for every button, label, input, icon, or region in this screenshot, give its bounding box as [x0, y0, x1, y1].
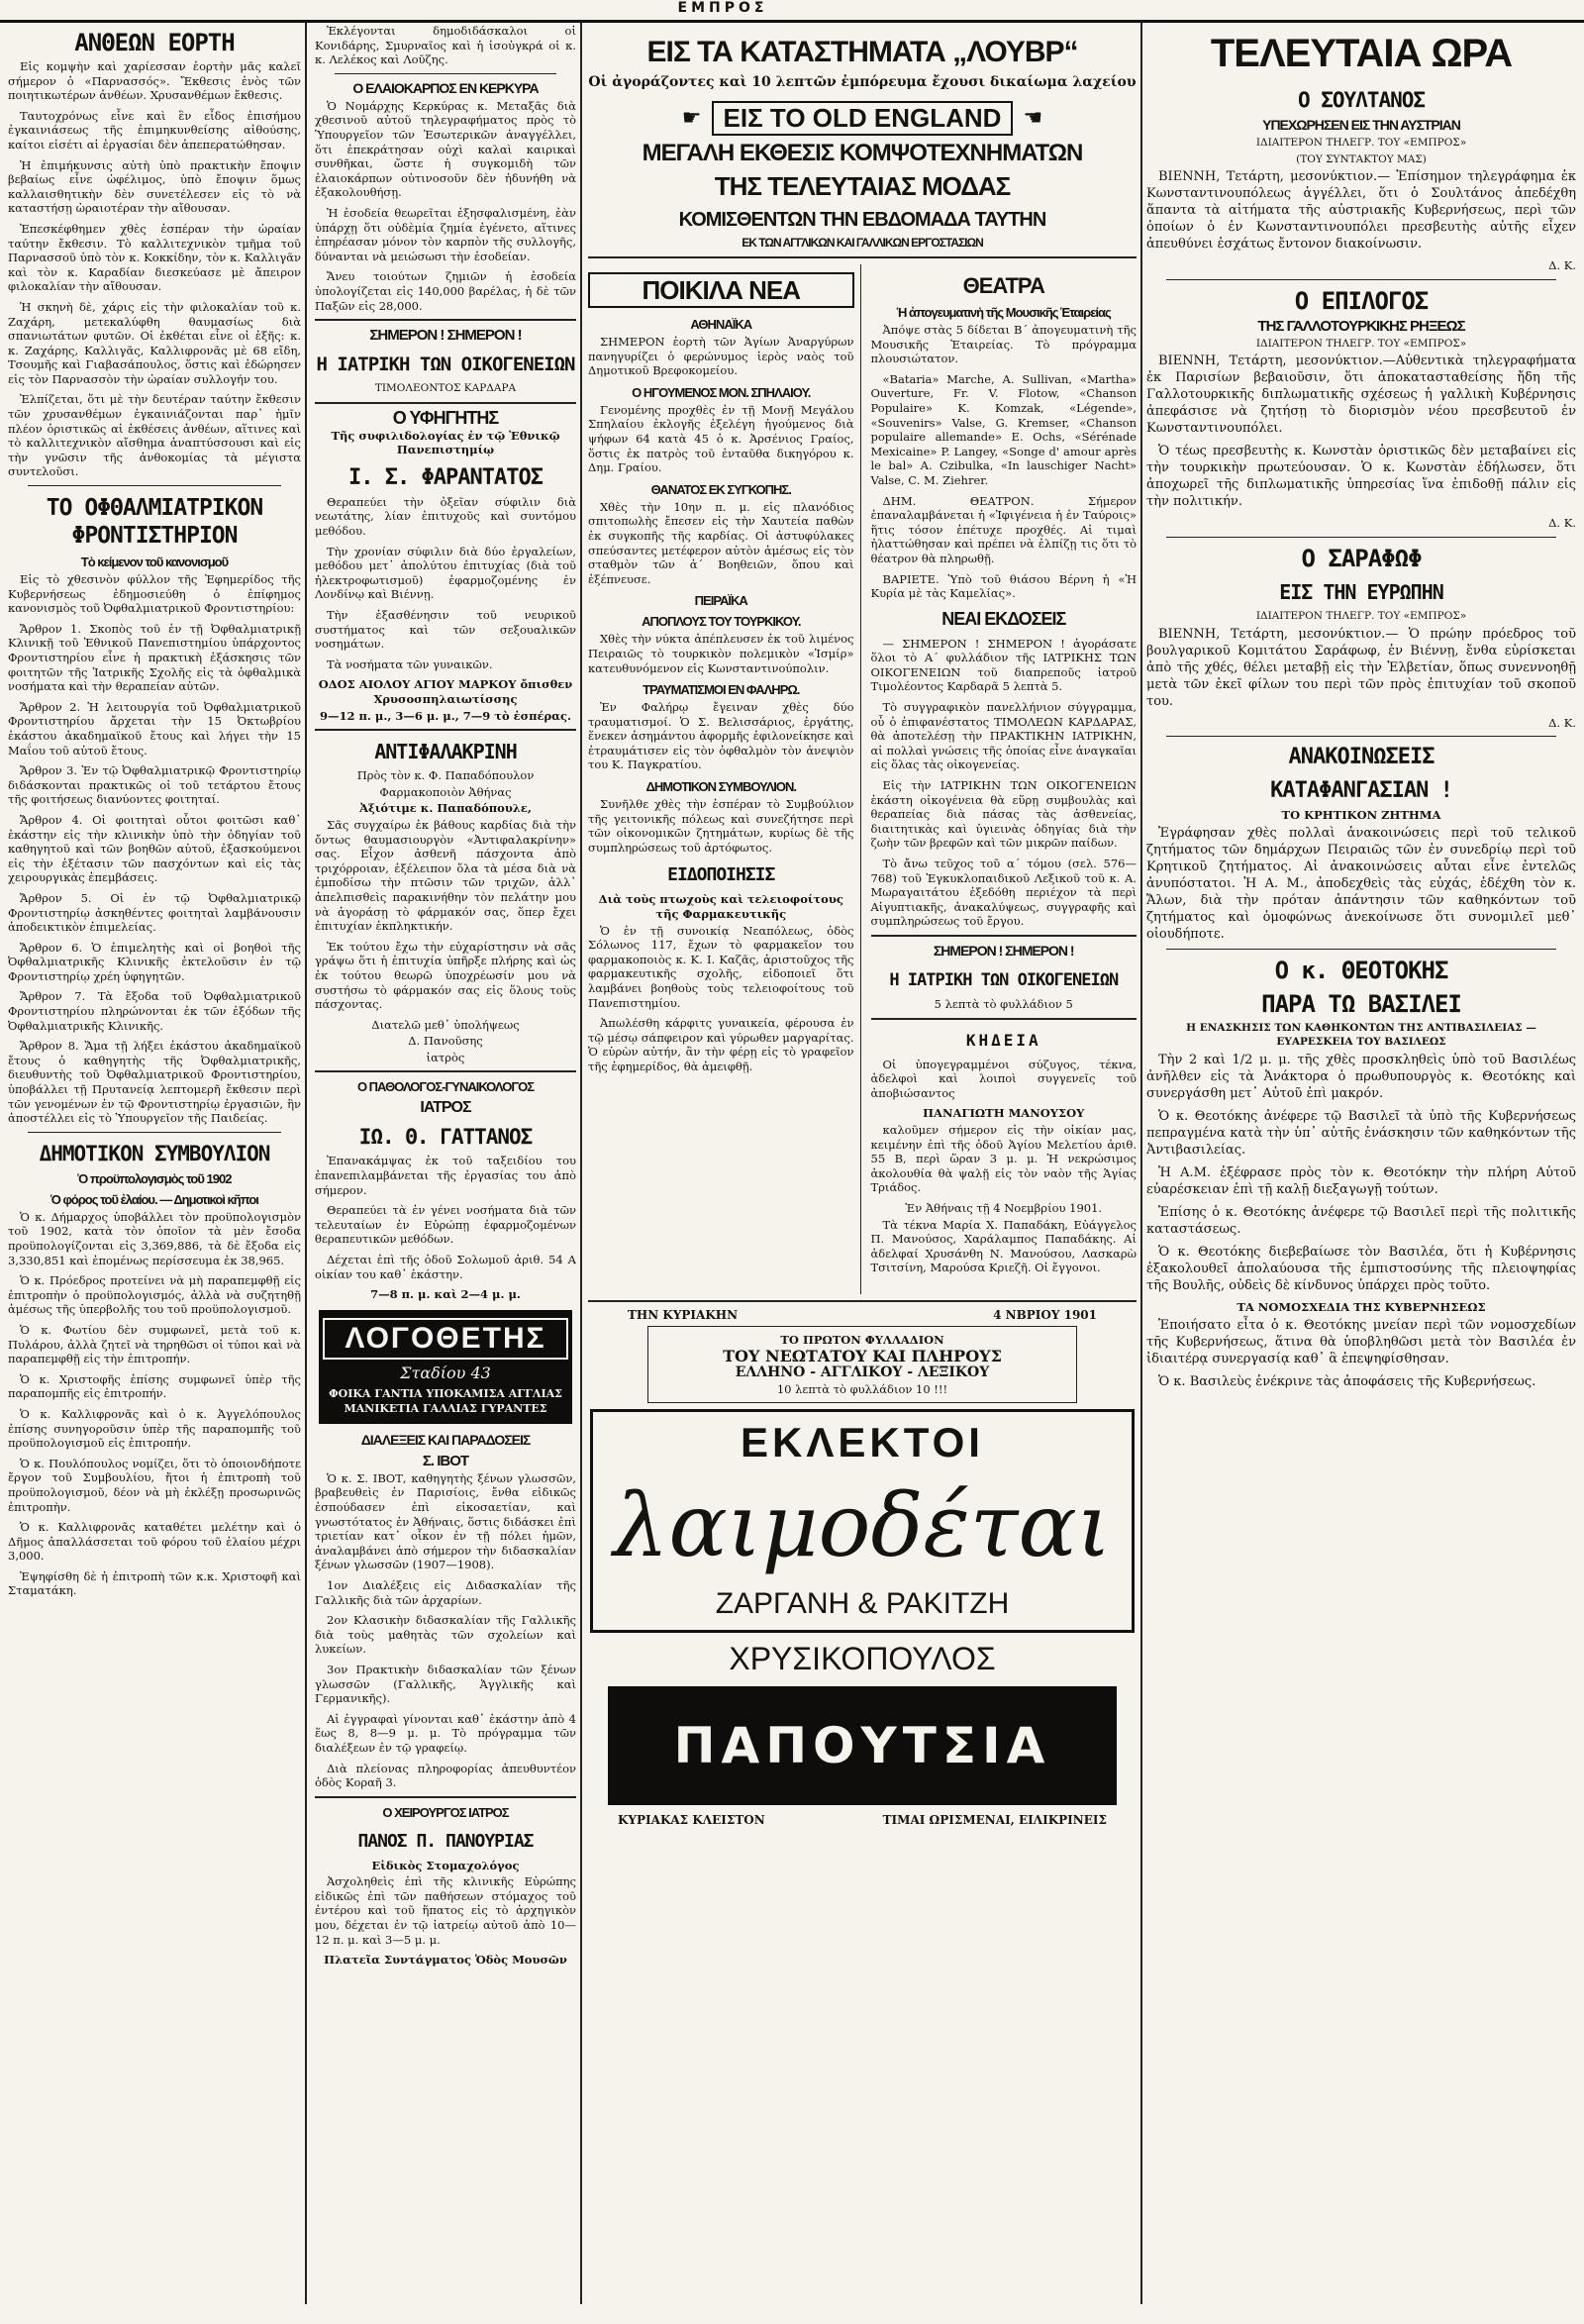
ad-address: Σταδίου 43 — [400, 1363, 491, 1382]
ad-title: ΑΝΤΙΦΑΛΑΚΡΙΝΗ — [374, 740, 517, 764]
funeral-notice-title: ΚΗΔΕΙΑ — [965, 1030, 1041, 1050]
article-municipal-council — [8, 1141, 301, 1598]
divider — [871, 1018, 1138, 1020]
paragraph: Τὰ τέκνα Μαρία Χ. Παπαδάκη, Εὐάγγελος Π. Μανούσος, Χαράλαμπος Παπαδάκης. Αἱ ἀδελφαί Χρυσάνθη Ν. Μανούσου, Λασκαρὼ Τσιτσίνη, Μαρούσα Κριεζῆ. Οἱ ἔγγονοι. — [870, 1217, 1137, 1275]
ad-neckties — [590, 1409, 1135, 1633]
paragraph: Ὁ κ. Θεοτόκης ἀνέφερε τῷ Βασιλεῖ τὰ ὑπὸ τῆς Κυβερνήσεως πεπραγμένα κατὰ τὴν ὑπ᾽ αὐτῆς ἐνάσκησιν τῶν καθηκόντων τῆς Ἀντιβασιλείας. — [1146, 1108, 1576, 1158]
divider — [28, 485, 281, 486]
paragraph: Γενομένης προχθὲς ἐν τῇ Μονῇ Μεγάλου Σπηλαίου ἐκλογῆς ἐξελέγη ἡγούμενος διὰ ψήφων 64 κατὰ 45 ὁ κ. Ἀρσένιος Γραίος, ὅστις ἐκ πατρὸς τοῦ ἐνταῦθα δικηγόρου κ. Δημ. Γραίου. — [588, 402, 854, 475]
paragraph: Ὁ ἐν τῇ συνοικίᾳ Νεαπόλεως, ὁδὸς Σόλωνος 117, ἔχων τὸ φαρμακεῖον του φαρμακοποιὸς κ. Κ. Ι. Καζᾶς, ἀριστοῦχος τῆς φαρμακευτικῆς σχολῆς, εἰδοποιεῖ ὅτι λαμβάνει βοηθοὺς τοὺς τελειοφοίτους τοῦ Πανεπιστημίου. — [588, 923, 854, 1010]
divider — [1166, 949, 1556, 950]
paragraph: Εἰς τὸ χθεσινὸν φύλλον τῆς Ἐφημερίδος τῆς Κυβερνήσεως ἐδημοσιεύθη ὁ ἐπίφημος κανονισμὸς τοῦ Ὀφθαλμιατρικοῦ Φροντιστηρίου: — [8, 572, 301, 616]
paragraph: Ὁ κ. Καλλιφρονᾶς καταθέτει μελέτην καὶ ὁ Δῆμος ἀπαλλάσσεται τοῦ φόρου τοῦ ἐλαίου μέχρι 3,000. — [8, 1520, 301, 1564]
column-rule — [580, 22, 582, 2304]
paragraph: Ἀπόψε στὰς 5 δίδεται Β΄ ἀπογευματινὴ τῆς Μουσικῆς Ἑταιρείας. Τὸ πρόγραμμα πλουσιώτατον. — [870, 323, 1137, 366]
headline: Ο ΕΛΑΙΟΚΑΡΠΟΣ ΕΝ ΚΕΡΚΥΡΑ — [352, 79, 539, 96]
headline: ΤΟ ΟΦΘΑΛΜΙΑΤΡΙΚΟΝ ΦΡΟΝΤΙΣΤΗΡΙΟΝ — [46, 495, 263, 550]
news-headline: ΚΑΤΑΦΑΝΓΑΣΙΑΝ ! — [1270, 778, 1452, 804]
paragraph: Σᾶς συγχαίρω ἐκ βάθους καρδίας διὰ τὴν ὄντως θαυμασιουργὸν «Ἀντιφαλακρίνην» σας. Εἶχον ἀσθενῆ πάσχοντα ἀπὸ τριχόρροιαν, ἐξέλειπον ὅλα τὰ μέσα διὰ νὰ ἐμποδίσω τὴν πτῶσιν τῶν τριχῶν, ἀλλ᾽ ἀπελπισθεὶς παρακινήθην τὸν πελάτην μου νὰ ἀγοράσῃ τὸ φάρμακόν σας, ὅπερ ἔχει ἐπιτυχίαν ἐκπληκτικήν. — [315, 817, 576, 934]
paragraph: Ἐν Φαλήρῳ ἔγειναν χθὲς δύο τραυματισμοί. Ὁ Σ. Βελισσάριος, ἐργάτης, ἕνεκεν ἀσημάντου ἀφορμῆς ἐφιλονείκησε καὶ ἐτραυμάτισεν εἰς τὸν ὀφθαλμὸν τὸν ἀνεψιὸν του Κ. Παγκρατίου. — [588, 700, 854, 772]
news-headline: ΔΗΜΟΤΙΚΟΝ ΣΥΜΒΟΥΛΙΟΝ. — [645, 779, 796, 795]
paragraph: ΒΙΕΝΝΗ, Τετάρτη, μεσονύκτιον.— Ἐπίσημον τηλεγράφημα ἐκ Κωνσταντινουπόλεως ἀγγέλλει, ὅτι ὁ Σουλτάνος ἀπεδέχθη ἅπαντα τὰ αἰτήματα τῆς αὐστριακῆς Κυβερνήσεως, περὶ τῶν ὁποίων ὁ ἐν Κωνσταντινουπόλει πρεσβευτὴς αὐτῆς εἶχεν ἀπευθύνει ἐσχάτως ἔντονον διακοίνωσιν. — [1146, 169, 1576, 253]
paragraph: Ἄρθρον 4. Οἱ φοιτηταὶ οὗτοι φοιτῶσι καθ᾽ ἑκάστην εἰς τὴν κλινικὴν ὑπὸ τὴν ὁδηγίαν τοῦ καθηγητοῦ καὶ τῶν βοηθῶν αὐτοῦ, ἐξασκούμενοι εἰς τὴν ἐξέτασιν τῶν πασχόντων καὶ εἰς τὰς χειρουργικὰς ἐπεμβάσεις. — [8, 812, 301, 885]
subheadline: Ὁ προϋπολογισμὸς τοῦ 1902 — [77, 1170, 232, 1186]
paragraph: Ὁ Νομάρχης Κερκύρας κ. Μεταξᾶς διὰ χθεσινοῦ αὐτοῦ τηλεγραφήματος πρὸς τὸ Ὑπουργεῖον τῶν Ἐσωτερικῶν ἀναγγέλλει, ὅτι ἐπεκράτησαν οὐχὶ καλαὶ καιρικαὶ συνθῆκαι, ὥστε ἡ συγκομιδὴ τῶν ἐλαιοκάρπων οὐτινοσοῦν δὲν ἠδυνήθη νὰ ἐξακολουθήσῃ. — [315, 98, 576, 200]
ad-hours: 9—12 π. μ., 3—6 μ. μ., 7—9 τὸ ἑσπέρας. — [319, 708, 572, 723]
dateline — [588, 1308, 1137, 1322]
ad-footer-right: ΤΙΜΑΙ ΩΡΙΣΜΕΝΑΙ, ΕΙΛΙΚΡΙΝΕΙΣ — [882, 1813, 1107, 1828]
divider — [588, 256, 1137, 258]
banner-subtitle: ΕΚ ΤΩΝ ΑΓΓΛΙΚΩΝ ΚΑΙ ΓΑΛΛΙΚΩΝ ΕΡΓΟΣΤΑΣΙΩΝ — [742, 236, 983, 250]
paragraph: Ταυτοχρόνως εἶνε καὶ ἓν εἶδος ἐπισήμου ἐγκαινιάσεως τῆς ἐπιμηκυνθείσης αἰθούσης, καίτοι εἰσέτι αἱ ἐργασίαι δὲν ἀπεπερατώθησαν. — [8, 108, 301, 152]
news-columns — [588, 264, 1137, 1294]
divider — [335, 73, 556, 74]
paragraph: Δέχεται ἐπὶ τῆς ὁδοῦ Σολωμοῦ ἀριθ. 54 Α οἰκίαν του καθ᾽ ἑκάστην. — [315, 1253, 576, 1281]
paragraph: Χθὲς τὴν νύκτα ἀπέπλευσεν ἐκ τοῦ λιμένος Πειραιῶς τὸ τουρκικὸν πολεμικὸν «Ἰσμίρ» κατευθυνόμενον εἰς Κωνσταντινούπολιν. — [588, 632, 854, 675]
paragraph: Ἡ σκηνὴ δὲ, χάρις εἰς τὴν φιλοκαλίαν τοῦ κ. Ζαχάρη, μετεκαλύφθη θαυμασίως διὰ σπανιωτάτων φυτῶν. Οἱ ἐκθέται εἶνε οἱ ἑξῆς: κ. κ. Ζαχάρης, Καλλιγᾶς, Καλλιφρονᾶς μὲ 68 εἴδη, Τσουμῆς καὶ Γιαβασάπουλος, ὅστις καὶ ἐδώρησεν εἰς τὸν Παρνασσὸν τὴν ὡραίαν συλλογήν του. — [8, 299, 301, 386]
paragraph: Ἡ ἐσοδεία θεωρεῖται ἐξησφαλισμένη, ἐὰν ὑπάρχῃ ὅτι οὐδὲμία ζημία ἐγένετο, αἵτινες ἐπηρέασαν μόνον τὸν καρπὸν τῆς συλλογῆς, δύνανται νὰ μειώσωσι τὴν ἐσοδείαν. — [315, 205, 576, 263]
news-headline: Ο ΣΟΥΛΤΑΝΟΣ — [1297, 88, 1426, 112]
signature: Διατελῶ μεθ᾽ ὑπολήψεως — [371, 1017, 520, 1032]
ad-louvre-banner — [588, 36, 1137, 91]
ad-address: Πλατεῖα Συντάγματος Ὁδὸς Μουσῶν — [324, 1953, 567, 1968]
news-headline: Ο ΗΓΟΥΜΕΝΟΣ ΜΟΝ. ΣΠΗΛΑΙΟΥ. — [632, 384, 811, 400]
column-2 — [315, 22, 576, 2304]
news-subheadline: ΥΠΕΧΩΡΗΣΕΝ ΕΙΣ ΤΗΝ ΑΥΣΤΡΙΑΝ — [1262, 117, 1460, 133]
ad-shoes-footer — [588, 1813, 1137, 1827]
article-olive-harvest — [315, 80, 576, 313]
ad-hours: 7—8 π. μ. καὶ 2—4 μ. μ. — [370, 1287, 521, 1302]
ad-title: Ι. Σ. ΦΑΡΑΝΤΑΤΟΣ — [348, 464, 543, 490]
paragraph: Ἐκλέγονται δημοδιδάσκαλοι οἱ Κονιδάρης, Σμυρναῖος καὶ ἡ ἰσοὐγκρά οἱ κ. κ. Λελέκος καὶ Λοῦζης. — [315, 24, 576, 67]
banner-title: ΕΙΣ ΤΟ OLD ENGLAND — [712, 101, 1014, 136]
paragraph: Τὴν ἐξασθένησιν τοῦ νευρικοῦ συστήματος καὶ τῶν σεξουαλικῶν νοσημάτων. — [315, 608, 576, 652]
paragraph: Τὰ νοσήματα τῶν γυναικῶν. — [327, 657, 493, 671]
ad-title: ΠΑΝΟΣ Π. ΠΑΝΟΥΡΙΑΣ — [357, 1830, 534, 1852]
paragraph: Ὁ κ. Πρόεδρος προτείνει νὰ μὴ παραπεμφθῇ εἰς ἐπιτροπὴν ὁ προϋπολογισμός, ἀλλὰ νὰ συζητηθῇ ἀμέσως τῆς ὑπερβολῆς του τοῦ προϋπολογισμοῦ. — [8, 1273, 301, 1317]
paragraph: Ὁ κ. Θεοτόκης διεβεβαίωσε τὸν Βασιλέα, ὅτι ἡ Κυβέρνησις ἐξακολουθεῖ ἀπολαύουσα τῆς ἐμπιστοσύνης τῆς πλειοψηφίας τῆς Βουλῆς, οὐδεὶς δὲ κίνδυνος ὑπάρχει πρὸς τοῦτο. — [1146, 1244, 1576, 1293]
news-left — [588, 264, 861, 1294]
ad-panourias — [315, 1804, 576, 1968]
ad-line: Πρὸς τὸν κ. Φ. Παπαδόπουλον — [356, 768, 535, 783]
article-flower-festival — [8, 30, 301, 479]
ad-shoe-store-name: ΧΡΥΣΙΚΟΠΟΥΛΟΣ — [729, 1641, 996, 1677]
news-headline: ΕΙΔΟΠΟΙΗΣΙΣ — [667, 864, 775, 886]
divider — [871, 935, 1138, 937]
section-title: ΘΕΑΤΡΑ — [962, 273, 1044, 298]
paragraph: καλοῦμεν σήμερον εἰς τὴν οἰκίαν μας, κειμένην ἐπὶ τῆς ὁδοῦ Ἁγίου Μελετίου ἀριθ. 55 Β, περὶ ὥραν 3 μ. μ. Ἡ νεκρώσιμος ἀκολουθία θὰ ψαλῇ εἰς τὸν ναὸν τῆς Ἁγίας Τριάδος. — [870, 1122, 1137, 1195]
banner-title: ΜΕΓΑΛΗ ΕΚΘΕΣΙΣ ΚΟΜΨΟΤΕΧΝΗΜΑΤΩΝ — [642, 140, 1083, 166]
divider — [315, 402, 576, 404]
section-subtitle: ΑΘΗΝΑΪΚΑ — [690, 317, 752, 332]
ad-subtitle: ΙΑΤΡΟΣ — [420, 1099, 471, 1117]
ad-line: ΕΛΛΗΝΟ - ΑΓΓΛΙΚΟΥ - ΛΕΞΙΚΟΥ — [735, 1364, 990, 1381]
ad-line: 10 λεπτὰ τὸ φυλλάδιον 10 !!! — [776, 1381, 948, 1396]
paragraph: Τὴν χρονίαν σύφιλιν διὰ δύο ἐργαλείων, μεθόδου μετ᾽ ἀπολύτου ἐπιτυχίας (διὰ τοῦ ἠλεκτροφωτισμοῦ) ἐφαρμοζομένης ἐν Λονδίνῳ καὶ Βιέννῃ. — [315, 544, 576, 602]
dateline-day: ΤΗΝ ΚΥΡΙΑΚΗΝ — [628, 1308, 739, 1322]
column-4 — [1146, 22, 1576, 2304]
paragraph: Ἐπανακάμψας ἐκ τοῦ ταξειδίου του ἐπανεπιλαμβάνεται τῆς ἐργασίας του ἀπὸ σήμερον. — [315, 1154, 576, 1197]
section-subtitle: ΠΕΙΡΑΪΚΑ — [694, 593, 747, 609]
subheadline: Τὸ κείμενον τοῦ κανονισμοῦ — [80, 555, 229, 570]
section-title: ΠΟΙΚΙΛΑ ΝΕΑ — [588, 272, 854, 308]
ad-footer-left: ΚΥΡΙΑΚΑΣ ΚΛΕΙΣΤΟΝ — [618, 1813, 765, 1828]
paragraph: Θεραπεύει τὴν ὀξεῖαν σύφιλιν διὰ νεωτάτης, λίαν ἐπιτυχοῦς καὶ συντόμου μεθόδου. — [315, 494, 576, 539]
ad-kicker: ΣΗΜΕΡΟΝ ! ΣΗΜΕΡΟΝ ! — [933, 942, 1074, 959]
paragraph: Ἄρθρον 5. Οἱ ἐν τῷ Ὀφθαλμιατρικῷ Φροντιστηρίῳ ἀσκηθέντες φοιτηταὶ λαμβάνουσιν ἀποδεικτικὸν ἐπιμελείας. — [8, 890, 301, 935]
column-1 — [8, 22, 301, 2304]
paragraph: Ὁ κ. Πουλόπουλος νομίζει, ὅτι τὸ ὁποιονδήποτε ἔργον τοῦ Συμβουλίου, ἤτοι ἡ ἐπιτροπὴ τοῦ προϋπολογισμοῦ, δέον νὰ μὴ ἐκλέξῃ προσωρινῶς ἐπιτροπὴν. — [8, 1456, 301, 1514]
banner-title: ΕΙΣ ΤΑ ΚΑΤΑΣΤΗΜΑΤΑ „ΛΟΥΒΡ“ — [646, 36, 1078, 68]
paragraph: Ἐψηφίσθη δὲ ἡ ἐπιτροπὴ τῶν κ.κ. Χριστοφῆ καὶ Σταματάκη. — [8, 1568, 301, 1598]
divider — [315, 1796, 576, 1798]
divider — [1166, 279, 1556, 280]
ad-line: ΤΟΥ ΝΕΩΤΑΤΟΥ ΚΑΙ ΠΛΗΡΟΥΣ — [723, 1346, 1002, 1365]
paragraph: Χθὲς τὴν 10ην π. μ. εἰς πλανόδιος σπιτοπωλὴς ἔπεσεν εἰς τὴν Χαυτεία παθὼν ἐκ συγκοπῆς τῆς καρδίας. Οἱ ἀστυφύλακες σπεύσαντες μετέφερον αὐτὸν ἀμέσως εἰς τὸν σταθμὸν τῶν ἀ΄ Βοηθειῶν, ὅπου καὶ ἐξέπνευσε. — [588, 499, 854, 586]
ad-title: λαιμοδέται — [613, 1474, 1112, 1577]
ad-line: ΤΟ ΠΡΩΤΟΝ ΦΥΛΛΑΔΙΟΝ — [780, 1333, 944, 1347]
news-subheadline: ΕΙΣ ΤΗΝ ΕΥΡΩΠΗΝ — [1279, 579, 1443, 604]
divider — [28, 1132, 281, 1133]
ad-logo: ΛΟΓΟΘΕΤΗΣ — [323, 1318, 568, 1360]
paragraph: Εἰς τὴν ΙΑΤΡΙΚΗΝ ΤΩΝ ΟΙΚΟΓΕΝΕΙΩΝ ἑκάστη οἰκογένεια θὰ εὕρῃ συμβουλὰς καὶ θεραπείας διὰ πάσας τὰς ἀσθενείας, διαιτητικὰς καὶ ὑγιεινὰς ὁδηγίας διὰ τὴν ζωὴν τῶν βρεφῶν καὶ τῶν μικρῶν παίδων. — [870, 778, 1137, 851]
paragraph: Ἄρθρον 2. Ἡ λειτουργία τοῦ Ὀφθαλμιατρικοῦ Φροντιστηρίου ἄρχεται τὴν 15 Ὀκτωβρίου ἑκάστου ἀκαδημαϊκοῦ ἔτους καὶ λήγει τὴν 15 Μαΐου τοῦ αὐτοῦ ἔτους. — [8, 699, 301, 758]
ad-title: Η ΙΑΤΡΙΚΗ ΤΩΝ ΟΙΚΟΓΕΝΕΙΩΝ — [316, 354, 575, 376]
news-source: ΙΔΙΑΙΤΕΡΟΝ ΤΗΛΕΓΡ. ΤΟΥ «ΕΜΠΡΟΣ» — [1255, 337, 1467, 350]
signature: Δ. Κ. — [1548, 516, 1576, 531]
ad-subtitle: 5 λεπτὰ τὸ φυλλάδιον 5 — [934, 996, 1073, 1011]
paragraph: Ὁ κ. Σ. ΙΒΟΤ, καθηγητὴς ξένων γλωσσῶν, βραβευθεὶς ἐν Παρισίοις, ἔνθα εἰδικῶς ἐσπούδασεν ἐπὶ εἰκοσαετίαν, καὶ γνωστότατος ἐν Ἀθήναις, ὅστις διδάσκει ἐπὶ τριετίαν κατ᾽ οἶκον ἐν τῇ πόλει ἡμῶν, ἀναλαμβάνει ἀπὸ σήμερον τὴν διδασκαλίαν ξένων γλωσσῶν (1907—1908). — [315, 1470, 576, 1572]
paragraph: Ἐλπίζεται, ὅτι μὲ τὴν δευτέραν ταύτην ἔκθεσιν τῶν χρυσανθέμων ἐγκαινιάζονται παρ᾽ ἡμῖν πλέον ὁριστικῶς αἱ ἐκθέσεις ἀνθέων, αἵτινες καὶ τὸ καλλιτεχνικὸν αἴσθημα ἀναπτύσσουσι καὶ εἰς τὴν γνῶσιν τῆς ἀνθοκομίας τὰ μέγιστα συντελοῦσι. — [8, 392, 301, 479]
paragraph: 3ον Πρακτικὴν διδασκαλίαν τῶν ξένων γλωσσῶν (Γαλλικῆς, Ἀγγλικῆς καὶ Γερμανικῆς). — [315, 1662, 576, 1706]
divider — [1166, 736, 1556, 737]
paragraph: Ὁ κ. Βασιλεὺς ἐνέκρινε τὰς ἀποφάσεις τῆς Κυβερνήσεως. — [1158, 1373, 1536, 1389]
dateline-date: 4 ΝΒΡΙΟΥ 1901 — [993, 1308, 1097, 1322]
headline: ΑΝΘΕΩΝ ΕΟΡΤΗ — [74, 29, 235, 56]
paragraph: Ὁ κ. Δήμαρχος ὑποβάλλει τὸν προϋπολογισμὸν τοῦ 1902, κατὰ τὸν ὁποῖον τὰ μὲν ἔσοδα προϋπολογίζονται εἰς 3,369,886, τὰ δὲ ἔξοδα εἰς 3,330,851 καὶ ἐπομένως περίσσευμα ἐκ 38,965. — [8, 1209, 301, 1267]
subheadline: Ὁ φόρος τοῦ ἐλαίου. — Δημοτικοὶ κῆποι — [50, 1191, 258, 1207]
signature: Δ. Πανοῦσης — [408, 1034, 483, 1049]
paragraph: Ἡ ἐπιμήκυνσις αὐτὴ ὑπὸ πρακτικὴν ἔποψιν βεβαίως εἶνε ὠφέλιμος, ὑπὸ ἔποψιν ὅμως καλλαισθητικὴν δὲν συνετέλεσεν εἰς τὸ νὰ καταστήσῃ ὡραιοτέραν τὴν αἴθουσαν. — [8, 157, 301, 216]
ad-family-medicine — [315, 327, 576, 396]
ad-kicker: ΕΚΛΕΚΤΟΙ — [741, 1419, 984, 1466]
news-headline: Ἡ ἀπογευματινὴ τῆς Μουσικῆς Ἑταιρείας — [896, 305, 1111, 320]
paragraph: «Bataria» Marche, A. Sullivan, «Martha» Ouverture, Fr. V. Flotow, «Chanson Populaire» K. Komzak, «Légende», «Souvenirs» Valse, G. Kremser, «Chanson populaire allemande» E. Ochs, «Sérénade Mexicaine» P. Langey, «Songe d' amour après le bal» A. Czibulka, «In lauschiger Nacht» Valse, C. M. Ziehrer. — [870, 371, 1137, 487]
paragraph: Θεραπεύει τὰ ἐν γένει νοσήματα διὰ τῶν τελευταίων ἐν Εὐρώπῃ ἐφαρμοζομένων θεραπευτικῶν μεθόδων. — [315, 1203, 576, 1247]
pointing-hand-right-icon: ☛ — [681, 106, 702, 131]
paragraph: ΔΗΜ. ΘΕΑΤΡΟΝ. Σήμερον ἐπαναλαμβάνεται ἡ «Ἰφιγένεια ἡ ἐν Ταύροις» ἥτις τόσον ἐπέτυχε προχθές. Αἱ τιμαὶ ἠλαττώθησαν καὶ πρέπει νὰ ἐλπίζῃ τις ὅτι τὸ θέατρον θὰ πληρωθῇ. — [870, 493, 1137, 565]
news-subheadline: ΤΟ ΚΡΗΤΙΚΟΝ ΖΗΤΗΜΑ — [1281, 808, 1441, 823]
article-ophthalmology — [8, 494, 301, 1126]
paragraph: Ἀπωλέσθη κάρφιτς γυναικεία, φέρουσα ἐν τῷ μέσῳ σάπφειρον καὶ γύρωθεν μαργαρίτας. Ὁ εὑρὼν αὐτήν, ἂν τὴν φέρῃ εἰς τὸ γραφεῖον τῆς ἐφημερίδος, θὰ ἀμειφθῇ. — [588, 1016, 854, 1073]
news-epilogue — [1146, 288, 1576, 531]
ad-kicker: Ο ΧΕΙΡΟΥΡΓΟΣ ΙΑΤΡΟΣ — [382, 1804, 509, 1820]
news-headline: ΤΡΑΥΜΑΤΙΣΜΟΙ ΕΝ ΦΑΛΗΡΩ. — [643, 682, 800, 698]
ad-shoes-logo: ΠΑΠΟΥΤΣΙΑ — [608, 1686, 1117, 1805]
news-theotokis — [1146, 958, 1576, 1390]
signature: Δ. Κ. — [1548, 715, 1576, 730]
ad-items: ΦΟΙΚΑ ΓΑΝΤΙΑ ΥΠΟΚΑΜΙΣΑ ΑΓΓΛΙΑΣ ΜΑΝΙΚΕΤΙΑ ΓΑΛΛΙΑΣ ΓΥΡΑΝΤΕΣ — [329, 1386, 562, 1415]
pointing-hand-left-icon: ☚ — [1023, 106, 1043, 131]
ad-kicker: ΣΗΜΕΡΟΝ ! ΣΗΜΕΡΟΝ ! — [369, 327, 522, 345]
news-subheadline: Η ΕΝΑΣΚΗΣΙΣ ΤΩΝ ΚΑΘΗΚΟΝΤΩΝ ΤΗΣ ΑΝΤΙΒΑΣΙΛΕΙΑΣ — ΕΥΑΡΕΣΚΕΙΑ ΤΟΥ ΒΑΣΙΛΕΩΣ — [1186, 1021, 1536, 1049]
ad-line: Ἀξιότιμε κ. Παπαδόπουλε, — [359, 801, 532, 816]
paragraph: Ἐπεσκέφθημεν χθὲς ἑσπέραν τὴν ὡραίαν ταύτην ἔκθεσιν. Τὸ καλλιτεχνικὸν τμῆμα τοῦ Παρνασσοῦ ὑπὸ τὸν κ. Κοκκίδην, τὸν κ. Καλλιγᾶν καὶ τὸν κ. Καραδίαν διεσκεύασε μὲ ἄπειρον φιλοκαλίαν τὴν αἴθουσαν. — [8, 221, 301, 294]
paragraph: Ἄρθρον 1. Σκοπὸς τοῦ ἐν τῇ Ὀφθαλμιατρικῇ Κλινικῇ τοῦ Ἐθνικοῦ Πανεπιστημίου ὑπάρχοντος Φροντιστηρίου εἶνε ἡ πρακτικὴ ἐξάσκησις τῶν φοιτητῶν τῆς Ἰατρικῆς Σχολῆς εἰς τὰ ὀφθαλμικὰ νοσήματα καὶ τὴν θεραπείαν αὐτῶν. — [8, 621, 301, 694]
paragraph: 2ον Κλασικὴν διδασκαλίαν τῆς Γαλλικῆς διὰ τοὺς μαθητὰς τῶν σχολείων καὶ λυκείων. — [315, 1613, 576, 1657]
paragraph: Ἀσχοληθεὶς ἐπὶ τῆς κλινικῆς Εὐρώπης εἰδικῶς ἐπὶ τῶν παθήσεων στόμαχος τοῦ ἐντέρου καὶ τοῦ ἥπατος εἰς τὸ ἀρχηγικὸν μου, δέχεται ἐν τῷ ἰατρείῳ αὐτοῦ ἀπὸ 10—12 π. μ. καὶ 3—5 μ. μ. — [315, 1874, 576, 1947]
divider — [588, 1300, 1137, 1302]
notice-date: Ἐν Ἀθήναις τῇ 4 Νοεμβρίου 1901. — [905, 1200, 1103, 1215]
paragraph: Ἄρθρον 7. Τὰ ἔξοδα τοῦ Ὀφθαλμιατρικοῦ Φροντιστηρίου πληρώνονται ἐκ τῶν ἐξόδων τῆς Ὀφθαλμιατρικῆς Κλινικῆς. — [8, 989, 301, 1033]
paragraph: Τὴν 2 καὶ 1/2 μ. μ. τῆς χθὲς προσκληθεὶς ὑπὸ τοῦ Βασιλέως ἀνῆλθεν εἰς τὰ Ἀνάκτορα ὁ πρωθυπουργὸς κ. Θεοτόκης καὶ συνεργάσθη μετ᾽ Αὐτοῦ ἐπὶ μακρόν. — [1146, 1052, 1576, 1101]
news-source: ΙΔΙΑΙΤΕΡΟΝ ΤΗΛΕΓΡ. ΤΟΥ «ΕΜΠΡΟΣ» — [1255, 137, 1467, 149]
paragraph: Ὁ κ. Καλλιφρονᾶς καὶ ὁ κ. Ἀγγελόπουλος ἐπίσης συνηγοροῦσιν ὑπὲρ τῆς παραπομπῆς τοῦ προϋπολογισμοῦ εἰς ἐπιτροπήν. — [8, 1406, 301, 1451]
column-3 — [588, 22, 1137, 2304]
ad-subtitle: ΤΙΜΟΛΕΟΝΤΟΣ ΚΑΡΔΑΡΑ — [374, 382, 517, 395]
paragraph: Ἐποιήσατο εἶτα ὁ κ. Θεοτόκης μνείαν περὶ τῶν νομοσχεδίων τῆς Κυβερνήσεως, ἅτινα θὰ ὑποβληθῶσι μετὰ τὸν Βασιλέα ἐν ἰδιαιτέρᾳ συνεργασίᾳ καθ᾽ ἃ ἐπεψηφίσθησαν. — [1146, 1317, 1576, 1366]
masthead: ΕΜΠΡΟΣ — [677, 0, 768, 16]
ad-kicker: Ο ΠΑΘΟΛΟΓΟΣ-ΓΥΝΑΙΚΟΛΟΓΟΣ — [356, 1079, 535, 1095]
paragraph: ΒΙΕΝΝΗ, Τετάρτη, μεσονύκτιον.— Ὁ πρώην πρόεδρος τοῦ βουλγαρικοῦ Κομιτάτου Σαράφωφ, ἐν Βιέννῃ, ἔνθα εὑρίσκεται ἀπὸ τῆς χθές, θέλει μεταβῇ εἰς τὴν Ἐλβετίαν, ὅπως συνεννοηθῇ μετὰ τῶν ἐκεῖ φίλων του περὶ τῶν πρὸς ἐπιτυχίαν τοῦ σκοποῦ του. — [1146, 626, 1576, 709]
paragraph: ΣΗΜΕΡΟΝ ἑορτὴ τῶν Ἁγίων Ἀναργύρων πανηγυρίζει ὁ φερώνυμος ἱερὸς ναὸς τοῦ Δημοτικοῦ Βρεφοκομείου. — [588, 335, 854, 378]
news-subheadline: Διὰ τοὺς πτωχοὺς καὶ τελειοφοίτους τῆς Φαρμακευτικῆς — [598, 892, 843, 922]
ad-title: Η ΙΑΤΡΙΚΗ ΤΩΝ ΟΙΚΟΓΕΝΕΙΩΝ — [889, 969, 1119, 990]
paragraph: 1ον Διαλέξεις εἰς Διδασκαλίαν τῆς Γαλλικῆς διὰ τῶν ἀρχαρίων. — [315, 1577, 576, 1607]
paragraph: ΒΙΕΝΝΗ, Τετάρτη, μεσονύκτιον.—Αὐθεντικὰ τηλεγραφήματα ἐκ Παρισίων βεβαιοῦσιν, ὅτι ἀποκατασταθείσης ἤδη τῆς Γαλλοτουρκικῆς διπλωματικῆς σχέσεως ἡ γαλλικὴ Κυβέρνησις ἀπεφάσισε νὰ ζητήσῃ τὸ διορισμὸν νέου πρεσβευτοῦ ἐν Κωνσταντινουπόλει. — [1146, 354, 1576, 437]
ad-logothetis — [319, 1310, 572, 1424]
banner-title: ΤΗΣ ΤΕΛΕΥΤΑΙΑΣ ΜΟΔΑΣ — [714, 171, 1011, 201]
news-headline: ΘΑΝΑΤΟΣ ΕΚ ΣΥΓΚΟΠΗΣ. — [650, 481, 791, 497]
divider — [315, 1070, 576, 1072]
news-sarafoff — [1146, 546, 1576, 730]
paragraph: Ὁ κ. Χριστοφῆς ἐπίσης συμφωνεῖ ὑπὲρ τῆς παραπομπῆς εἰς ἐπιτροπήν. — [8, 1371, 301, 1401]
ad-title: ΔΙΑΛΕΞΕΙΣ ΚΑΙ ΠΑΡΑΔΟΣΕΙΣ — [360, 1431, 531, 1448]
paragraph: ΒΑΡΙΕΤΕ. Ὑπὸ τοῦ θιάσου Βέρνη ἡ «Ἡ Κυρία μὲ τὰς Καμελίας». — [870, 571, 1137, 601]
ad-title: ΙΩ. Θ. ΓΑΤΤΑΝΟΣ — [358, 1125, 533, 1150]
paragraph: Οἱ ὑπογεγραμμένοι σύζυγος, τέκνα, ἀδελφοὶ καὶ λοιποὶ συγγενεῖς τοῦ ἀποβιώσαντος — [870, 1057, 1137, 1100]
news-headline: ΠΑΡΑ ΤΩ ΒΑΣΙΛΕΙ — [1261, 989, 1461, 1018]
section-title: ΤΕΛΕΥΤΑΙΑ ΩΡΑ — [1210, 32, 1513, 75]
news-source: ΙΔΙΑΙΤΕΡΟΝ ΤΗΛΕΓΡ. ΤΟΥ «ΕΜΠΡΟΣ» — [1255, 609, 1467, 622]
banner-title: ΚΟΜΙΣΘΕΝΤΩΝ ΤΗΝ ΕΒΔΟΜΑΔΑ ΤΑΥΤΗΝ — [678, 209, 1046, 231]
paragraph: Διὰ πλείονας πληροφορίας ἀπευθυντέον ὁδὸς Κοραῆ 3. — [315, 1761, 576, 1790]
ad-name: Σ. ΙΒΟΤ — [422, 1452, 469, 1469]
paragraph: Τὸ ἄνω τεῦχος τοῦ α΄ τόμου (σελ. 576—768) τοῦ Ἐγκυκλοπαιδικοῦ Λεξικοῦ τοῦ κ. Α. Μωραγαιτάτου ἐξεδόθη περιέχον τὰ περὶ Αἰγυπτιακῆς, ἀνακαλύψεως, συγγραφῆς καὶ συμπληρώσεως τοῦ ἔργου. — [870, 857, 1137, 929]
ad-antifalakrini — [315, 739, 576, 1064]
news-headline: ΑΝΑΚΟΙΝΩΣΕΙΣ — [1288, 745, 1435, 770]
ad-dictionary — [647, 1326, 1077, 1403]
section-title: ΝΕΑΙ ΕΚΔΟΣΕΙΣ — [941, 608, 1066, 629]
paragraph: Ὁ τέως πρεσβευτὴς κ. Κωνστὰν ὁριστικῶς δὲν μεταβαίνει εἰς τὴν τουρκικὴν πρωτεύουσαν. Ὁ κ. Κωνστὰν ἐδήλωσεν, ὅτι ἀποχωρεῖ τῆς διπλωματικῆς ὑπηρεσίας ἵνα ἐπιδοθῇ πάλιν εἰς τὴν πολιτικήν. — [1146, 444, 1576, 510]
news-headline: Ο κ. ΘΕΟΤΟΚΗΣ — [1274, 956, 1448, 984]
paragraph: Ἐπίσης ὁ κ. Θεοτόκης ἀνέφερε τῷ Βασιλεῖ περὶ τῆς πολιτικῆς καταστάσεως. — [1146, 1204, 1576, 1237]
headline: ΔΗΜΟΤΙΚΟΝ ΣΥΜΒΟΥΛΙΟΝ — [39, 1141, 270, 1165]
news-announcements — [1146, 745, 1576, 943]
ad-old-england — [588, 101, 1137, 136]
news-sultan — [1146, 87, 1576, 273]
deceased-name: ΠΑΝΑΓΙΩΤΗ ΜΑΝΟΥΣΟΥ — [923, 1106, 1085, 1121]
paragraph: Συνῆλθε χθὲς τὴν ἑσπέραν τὸ Συμβούλιον τῆς γειτονικῆς πόλεως καὶ συνεζήτησε περὶ τῶν οἰκονομικῶν ζητημάτων, κυρίως δὲ τῆς συμπληρώσεως τοῦ ἀρτόφωτος. — [588, 797, 854, 855]
ad-line: Φαρμακοποιὸν Ἀθήνας — [379, 784, 512, 799]
news-headline: Ο ΕΠΙΛΟΓΟΣ — [1294, 286, 1429, 315]
ad-kicker: Ο ΥΦΗΓΗΤΗΣ — [392, 407, 499, 428]
paragraph: Εἰς κομψὴν καὶ χαρίεσσαν ἑορτὴν μᾶς καλεῖ σήμερον ὁ «Παρνασσός». Ἔκθεσις ἐνὸς τῶν ποιητικωτέρων ἀνθέων. Χρυσανθέμων ἔκθεσις. — [8, 59, 301, 103]
news-source: (ΤΟΥ ΣΥΝΤΑΚΤΟΥ ΜΑΣ) — [1296, 152, 1427, 165]
ad-ivot — [315, 1432, 576, 1790]
news-headline: ΑΠΟΠΛΟΥΣ ΤΟΥ ΤΟΥΡΚΙΚΟΥ. — [642, 614, 801, 630]
ad-subtitle: Τῆς συφιλιδολογίας ἐν τῷ Ἐθνικῷ Πανεπιστημίῳ — [331, 428, 560, 457]
news-subheadline: ΤΗΣ ΓΑΛΛΟΤΟΥΡΚΙΚΗΣ ΡΗΞΕΩΣ — [1257, 317, 1465, 335]
paragraph: Αἱ ἐγγραφαὶ γίνονται καθ᾽ ἑκάστην ἀπὸ 4 ἕως 8, 8—9 μ. μ. Τὸ πρόγραμμα τῶν διαλέξεων ἐν τῷ γραφείῳ. — [315, 1711, 576, 1755]
news-right — [871, 264, 1138, 1294]
ad-gattanos — [315, 1078, 576, 1301]
ad-farantatos — [315, 407, 576, 724]
paragraph: Ἄρθρον 8. Ἅμα τῇ λήξει ἑκάστου ἀκαδημαϊκοῦ ἔτους ὁ καθηγητὴς τῆς Ὀφθαλμιατρικῆς, διευθυντὴς τοῦ Ὀφθαλμιατρικοῦ Φροντιστηρίου, ὑποβάλλει τῇ Πρυτανείᾳ λεπτομερῆ ἔκθεσιν περὶ τῶν γενομένων ἐν τῷ Φροντιστηρίῳ ἐργασιῶν, ἣν ἀποστέλλει εἰς τὸ Ὑπουργεῖον τῆς Παιδείας. — [8, 1039, 301, 1126]
paragraph: Ὁ κ. Φωτίου δὲν συμφωνεῖ, μετὰ τοῦ κ. Πυλάρου, ἀλλὰ ζητεῖ νὰ τηρηθῶσι οἱ τύποι καὶ νὰ παραπεμφθῇ εἰς τὴν ἐπιτροπήν. — [8, 1322, 301, 1366]
ad-subtitle: Εἰδικὸς Στομαχολόγος — [371, 1858, 520, 1872]
ad-address: ΟΔΟΣ ΑΙΟΛΟΥ ΑΓΙΟΥ ΜΑΡΚΟΥ ὄπισθεν Χρυσοσπηλαιωτίσσης — [318, 677, 573, 706]
ad-subtitle: ΖΑΡΓΑΝΗ & ΡΑΚΙΤΖΗ — [715, 1587, 1010, 1621]
column-rule — [1140, 22, 1142, 2304]
paragraph: Ἐκ τούτου ἔχω τὴν εὐχαρίστησιν νὰ σᾶς γράψω ὅτι ἡ ἐπιτυχία ὑπῆρξε πλήρης καὶ ὡς ἐκ τούτου θεωρῶ ὑποχρέωσίν μου νὰ συστήσω τὸ φάρμακόν σας εἰς ὅλους τοὺς πάσχοντας. — [315, 939, 576, 1012]
news-subheadline: ΤΑ ΝΟΜΟΣΧΕΔΙΑ ΤΗΣ ΚΥΒΕΡΝΗΣΕΩΣ — [1237, 1299, 1486, 1314]
paragraph: Ἐγράφησαν χθὲς πολλαὶ ἀνακοινώσεις περὶ τοῦ τελικοῦ ζητήματος τῶν δημάρχων Πειραιῶς τῶν ἐν συνεδρίῳ περὶ τοῦ Κρητικοῦ ζητήματος. Αἱ ἀνακοινώσεις αὗται εἶνε ἐντελῶς ἀνυπόστατοι. Ἡ Α. Μ., ἀποδεχθεὶς τὰς εὐχάς, ἐδέχθη τὸν κ. Ἄλων, διὰ τὴν πρόταν ἀπάντησιν τῶν καθηκόντων τοῦ ζητήματος καὶ ὁμοφώνως ἀνεκοίνωσε ὅτι συνομιλεῖ μεθ᾽ οἰουδήποτε. — [1146, 825, 1576, 942]
banner-text: Οἱ ἀγοράζοντες καὶ 10 λεπτῶν ἐμπόρευμα ἔχουσι δικαίωμα λαχείου — [588, 74, 1137, 90]
paragraph: Τὸ συγγραφικὸν πανελλήνιον σύγγραμμα, οὗ ὁ ἐπιφανέστατος ΤΙΜΟΛΕΩΝ ΚΑΡΔΑΡΑΣ, θὰ ἀποτελέσῃ τὴν ΠΡΑΚΤΙΚΗΝ ΙΑΤΡΙΚΗΝ, αἱ πολλαὶ γνώσεις τῆς ὁποίας εἶνε ἀναγκαῖαι εἰς ὅλας τὰς οἰκογενείας. — [870, 700, 1137, 772]
paragraph: Ἡ Α.Μ. ἐξέφρασε πρὸς τὸν κ. Θεοτόκην τὴν πλήρη Αὐτοῦ εὐαρέσκειαν ἐπὶ τῇ καλῇ διεξαγωγῇ τούτων. — [1146, 1164, 1576, 1197]
signature: Δ. Κ. — [1548, 258, 1576, 273]
signature: ἰατρὸς — [426, 1050, 465, 1064]
column-rule — [305, 22, 307, 2304]
paragraph: Ἄνευ τοιούτων ζημιῶν ἡ ἐσοδεία ὑπολογίζεται εἰς 140,000 βαρέλας, ἡ δὲ τῶν Παξῶν εἰς 28,000. — [315, 269, 576, 313]
divider — [1166, 537, 1556, 538]
news-headline: Ο ΣΑΡΑΦΩΦ — [1301, 544, 1422, 572]
divider — [315, 729, 576, 731]
paragraph: Ἄρθρον 6. Ὁ ἐπιμελητὴς καὶ οἱ βοηθοὶ τῆς Ὀφθαλμιατρικῆς Κλινικῆς ἐκτελοῦσιν ἐν τῷ Φροντιστηρίῳ χρέη ὑφηγητῶν. — [8, 940, 301, 983]
paragraph: — ΣΗΜΕΡΟΝ ! ΣΗΜΕΡΟΝ ! ἀγοράσατε ὅλοι τὸ Α΄ φυλλάδιον τῆς ΙΑΤΡΙΚΗΣ ΤΩΝ ΟΙΚΟΓΕΝΕΙΩΝ τοῦ διαπρεποῦς ἰατροῦ Τιμολέοντος Καρδαρᾶ 5 λεπτὰ 5. — [870, 636, 1137, 694]
paragraph: Ἄρθρον 3. Ἐν τῷ Ὀφθαλμιατρικῷ Φροντιστηρίῳ διδάσκονται πρακτικῶς οἱ τοῦ τετάρτου ἔτους τῆς φοιτήσεως διανύοντες φοιτηταί. — [8, 763, 301, 807]
divider — [315, 319, 576, 321]
